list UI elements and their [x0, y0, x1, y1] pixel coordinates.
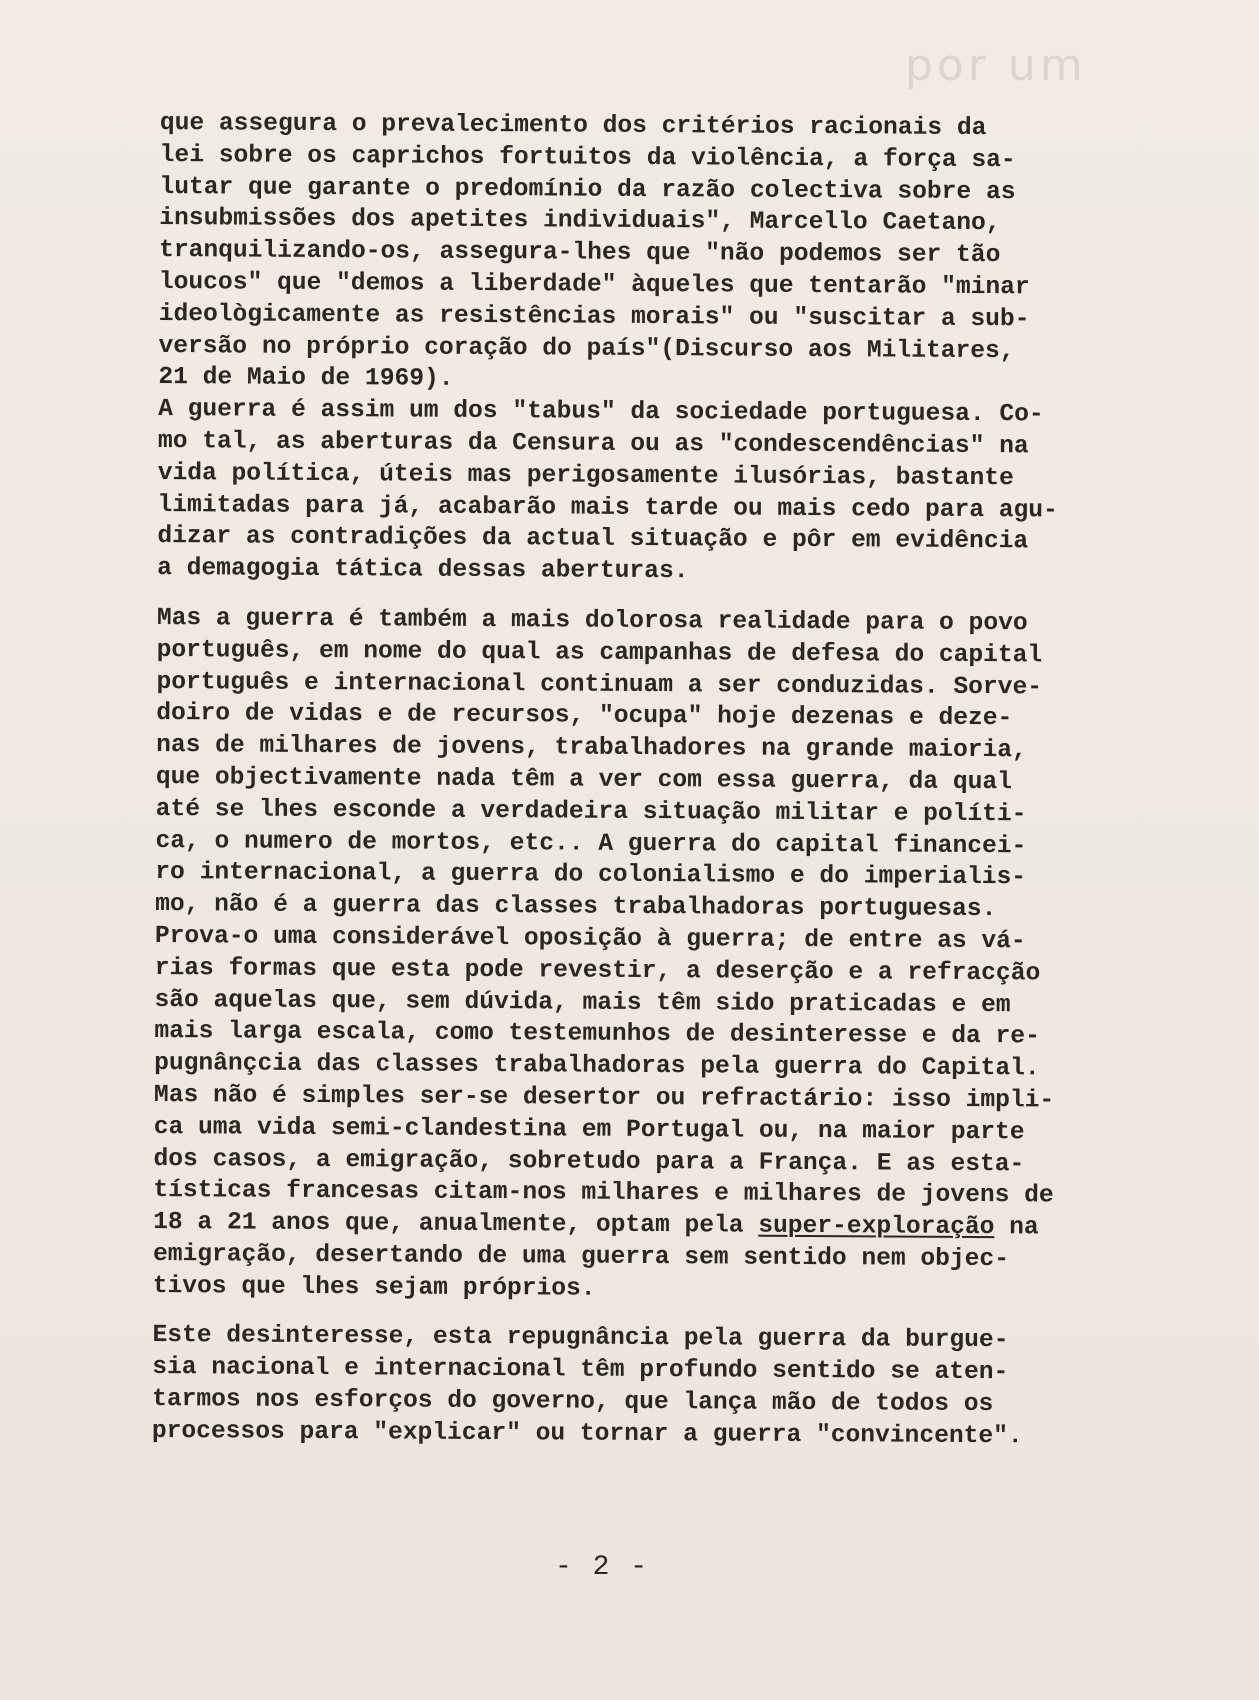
text-line: processos para "explicar" ou tornar a guerra "convincente". — [151, 1417, 1023, 1451]
text-line: dos casos, a emigração, sobretudo para a França. E as esta- — [153, 1145, 1025, 1178]
text-line: que objectivamente nada têm a ver com essa guerra, da qual — [155, 763, 1012, 797]
text-line: Mas não é simples ser-se desertor ou refractário: isso impli- — [153, 1081, 1055, 1115]
text-line: Este desinteresse, esta repugnância pela guerra da burgue- — [152, 1322, 1009, 1355]
text-line: insubmissões dos apetites individuais", Marcello Caetano, — [159, 205, 1001, 238]
text-line: dizar as contradições da actual situação e pôr em evidência — [157, 523, 1029, 556]
text-line: pugnânçcia das classes trabalhadoras pela guerra do Capital. — [154, 1050, 1040, 1083]
text-line: ideològicamente as resistências morais" ou "suscitar a sub- — [158, 300, 1030, 334]
text-line: mo, não é a guerra das classes trabalhadoras portuguesas. — [155, 891, 997, 924]
text-line: ca, o numero de mortos, etc.. A guerra do capital financei- — [155, 827, 1027, 860]
text-line: A guerra é assim um dos "tabus" da sociedade portuguesa. Co- — [158, 396, 1044, 429]
text-line: mais larga escala, como testemunhos de desinteresse e da re- — [154, 1018, 1040, 1051]
text-line: até se lhes esconde a verdadeira situação militar e políti- — [155, 795, 1027, 829]
text-line: lutar que garante o predomínio da razão colectiva sobre as — [159, 173, 1016, 206]
text-line: são aquelas que, sem dúvida, mais têm sido praticadas e em — [154, 986, 1011, 1019]
text-line: que assegura o prevalecimento dos critérios racionais da — [159, 109, 987, 143]
paragraph — [157, 108, 1170, 591]
text-line: nas de milhares de jovens, trabalhadores na grande maioria, — [156, 732, 1027, 765]
page-number: - 2 - — [555, 1552, 650, 1583]
text-line: tarmos nos esforços do governo, que lança mão de todos os — [152, 1386, 994, 1419]
text-line: limitadas para já, acabarão mais tarde ou mais cedo para agu- — [157, 491, 1058, 525]
text-line: lei sobre os caprichos fortuitos da violência, a força sa- — [159, 141, 1016, 175]
underlined-phrase: super-exploração — [758, 1212, 995, 1242]
text-line: emigração, desertando de uma guerra sem sentido nem objec- — [152, 1240, 1010, 1274]
paragraph — [153, 603, 1167, 1309]
text-line: versão no próprio coração do país"(Discurso aos Militares, — [158, 332, 1015, 365]
text-line: doiro de vidas e de recursos, "ocupa" hoje dezenas e deze- — [156, 700, 1013, 733]
text-line: vida política, úteis mas perigosamente ilusórias, bastante — [157, 459, 1014, 492]
text-line: Mas a guerra é também a mais dolorosa realidade para o povo — [156, 604, 1028, 638]
text-line: loucos" que "demos a liberdade" àqueles que tentarão "minar — [158, 268, 1030, 302]
text-line: tísticas francesas citam-nos milhares e milhares de jovens de — [153, 1177, 1054, 1210]
text-line: 21 de Maio de 1969). — [158, 364, 454, 394]
text-line: rias formas que esta pode revestir, a deserção e a refracção — [154, 954, 1041, 988]
text-line: 18 a 21 anos que, anualmente, optam pela super-exploração na — [153, 1209, 1039, 1242]
text-line: português e internacional continuam a ser conduzidas. Sorve- — [156, 668, 1043, 701]
text-line: ca uma vida semi-clandestina em Portugal ou, na maior parte — [153, 1113, 1025, 1147]
text-line: sia nacional e internacional têm profundo sentido se aten- — [152, 1354, 1009, 1387]
text-line: tivos que lhes sejam próprios. — [152, 1272, 596, 1303]
text-line: ro internacional, a guerra do colonialismo e do imperialis- — [155, 859, 1027, 892]
text-line: mo tal, as aberturas da Censura ou as "condescendências" na — [157, 427, 1029, 461]
body-text — [152, 108, 1170, 1472]
text-line: tranquilizando-os, assegura-lhes que "não podemos ser tão — [159, 237, 1001, 270]
text-line: português, em nome do qual as campanhas de defesa do capital — [156, 636, 1043, 670]
text-line: a demagogia tática dessas aberturas. — [157, 555, 689, 586]
paragraph — [152, 1320, 1163, 1453]
text-line: Prova-o uma considerável oposição à guerra; de entre as vá- — [154, 922, 1026, 956]
bleed-through-text: por um — [905, 40, 1087, 91]
